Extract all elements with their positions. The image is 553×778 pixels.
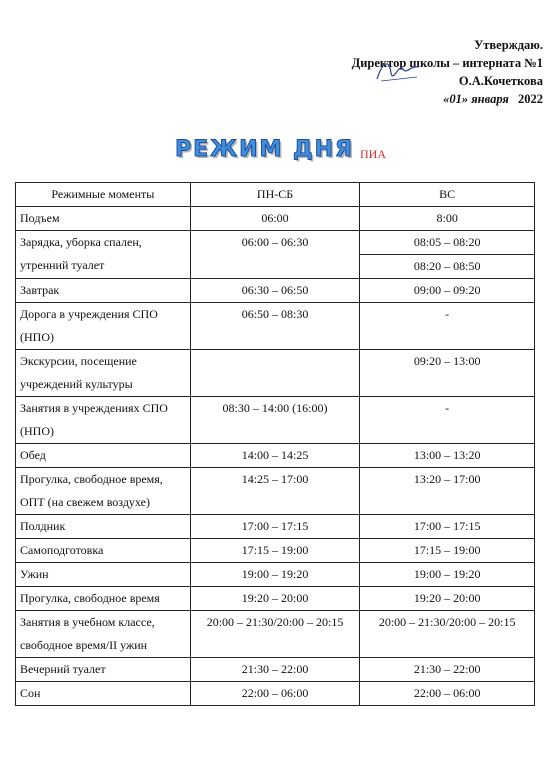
weekday-time-cell: 17:15 – 19:00 bbox=[190, 539, 360, 563]
table-row bbox=[16, 658, 535, 682]
table-row bbox=[16, 350, 535, 397]
table-row bbox=[16, 207, 535, 231]
table-row bbox=[16, 563, 535, 587]
sunday-time-cell: 19:20 – 20:00 bbox=[360, 587, 535, 611]
activity-cell: Дорога в учреждения СПО (НПО) bbox=[16, 303, 191, 350]
table-row bbox=[16, 611, 535, 658]
sunday-time-cell: - bbox=[360, 397, 535, 444]
sunday-time-cell: 21:30 – 22:00 bbox=[360, 658, 535, 682]
weekday-time-cell: 06:00 bbox=[190, 207, 360, 231]
table-row bbox=[16, 303, 535, 350]
schedule-table bbox=[15, 182, 535, 706]
table-row bbox=[16, 587, 535, 611]
sunday-time-cell: 22:00 – 06:00 bbox=[360, 682, 535, 706]
sunday-time-cell: 08:05 – 08:20 bbox=[360, 231, 535, 255]
weekday-time-cell: 14:25 – 17:00 bbox=[190, 468, 360, 515]
weekday-time-cell: 08:30 – 14:00 (16:00) bbox=[190, 397, 360, 444]
weekday-time-cell: 14:00 – 14:25 bbox=[190, 444, 360, 468]
approval-name: О.А.Кочеткова bbox=[458, 74, 543, 88]
weekday-time-cell: 20:00 – 21:30/20:00 – 20:15 bbox=[190, 611, 360, 658]
sunday-time-cell: 13:20 – 17:00 bbox=[360, 468, 535, 515]
table-row bbox=[16, 682, 535, 706]
signature-image bbox=[373, 55, 423, 87]
activity-cell: Экскурсии, посещение учреждений культуры bbox=[16, 350, 191, 397]
activity-cell: Занятия в учреждениях СПО (НПО) bbox=[16, 397, 191, 444]
approval-title: Утверждаю. bbox=[474, 38, 543, 52]
activity-cell: Прогулка, свободное время, ОПТ (на свежем воздухе) bbox=[16, 468, 191, 515]
sunday-time-cell: - bbox=[360, 303, 535, 350]
sunday-time-cell: 09:20 – 13:00 bbox=[360, 350, 535, 397]
activity-cell: Ужин bbox=[16, 563, 191, 587]
table-row bbox=[16, 279, 535, 303]
activity-cell: Обед bbox=[16, 444, 191, 468]
sunday-time-cell: 17:00 – 17:15 bbox=[360, 515, 535, 539]
activity-cell: Прогулка, свободное время bbox=[16, 587, 191, 611]
weekday-time-cell: 19:20 – 20:00 bbox=[190, 587, 360, 611]
activity-cell: Сон bbox=[16, 682, 191, 706]
header-cell: ВС bbox=[360, 183, 535, 207]
weekday-time-cell: 06:50 – 08:30 bbox=[190, 303, 360, 350]
approval-date: «01» января bbox=[443, 92, 509, 106]
activity-cell: Занятия в учебном классе, свободное время/II ужин bbox=[16, 611, 191, 658]
table-row bbox=[16, 515, 535, 539]
table-header-row bbox=[16, 183, 535, 207]
sunday-time-cell: 13:00 – 13:20 bbox=[360, 444, 535, 468]
weekday-time-cell: 06:30 – 06:50 bbox=[190, 279, 360, 303]
table-row bbox=[16, 444, 535, 468]
approval-date-line bbox=[283, 90, 543, 108]
activity-cell: Подъем bbox=[16, 207, 191, 231]
sunday-time-cell: 19:00 – 19:20 bbox=[360, 563, 535, 587]
header-cell: Режимные моменты bbox=[16, 183, 191, 207]
sunday-time-cell: 20:00 – 21:30/20:00 – 20:15 bbox=[360, 611, 535, 658]
sunday-time-cell: 08:20 – 08:50 bbox=[360, 255, 535, 279]
weekday-time-cell: 21:30 – 22:00 bbox=[190, 658, 360, 682]
title-block bbox=[175, 137, 386, 167]
weekday-time-cell: 22:00 – 06:00 bbox=[190, 682, 360, 706]
approval-year: 2022 bbox=[518, 92, 543, 106]
weekday-time-cell bbox=[190, 350, 360, 397]
activity-cell: Вечерний туалет bbox=[16, 658, 191, 682]
header-cell: ПН-СБ bbox=[190, 183, 360, 207]
approval-director: Директор школы – интерната №1 bbox=[351, 56, 543, 70]
weekday-time-cell: 19:00 – 19:20 bbox=[190, 563, 360, 587]
page-title: РЕЖИМ ДНЯ bbox=[175, 137, 354, 162]
weekday-time-cell: 17:00 – 17:15 bbox=[190, 515, 360, 539]
activity-cell: Самоподготовка bbox=[16, 539, 191, 563]
table-row bbox=[16, 539, 535, 563]
table-row bbox=[16, 397, 535, 444]
sunday-time-cell: 17:15 – 19:00 bbox=[360, 539, 535, 563]
sunday-time-cell: 8:00 bbox=[360, 207, 535, 231]
activity-cell: Полдник bbox=[16, 515, 191, 539]
activity-cell: Зарядка, уборка спален, утренний туалет bbox=[16, 231, 191, 279]
weekday-time-cell: 06:00 – 06:30 bbox=[190, 231, 360, 279]
sunday-time-cell: 09:00 – 09:20 bbox=[360, 279, 535, 303]
table-row bbox=[16, 468, 535, 515]
title-subtitle: ПИА bbox=[360, 147, 386, 161]
activity-cell: Завтрак bbox=[16, 279, 191, 303]
table-row bbox=[16, 231, 535, 255]
